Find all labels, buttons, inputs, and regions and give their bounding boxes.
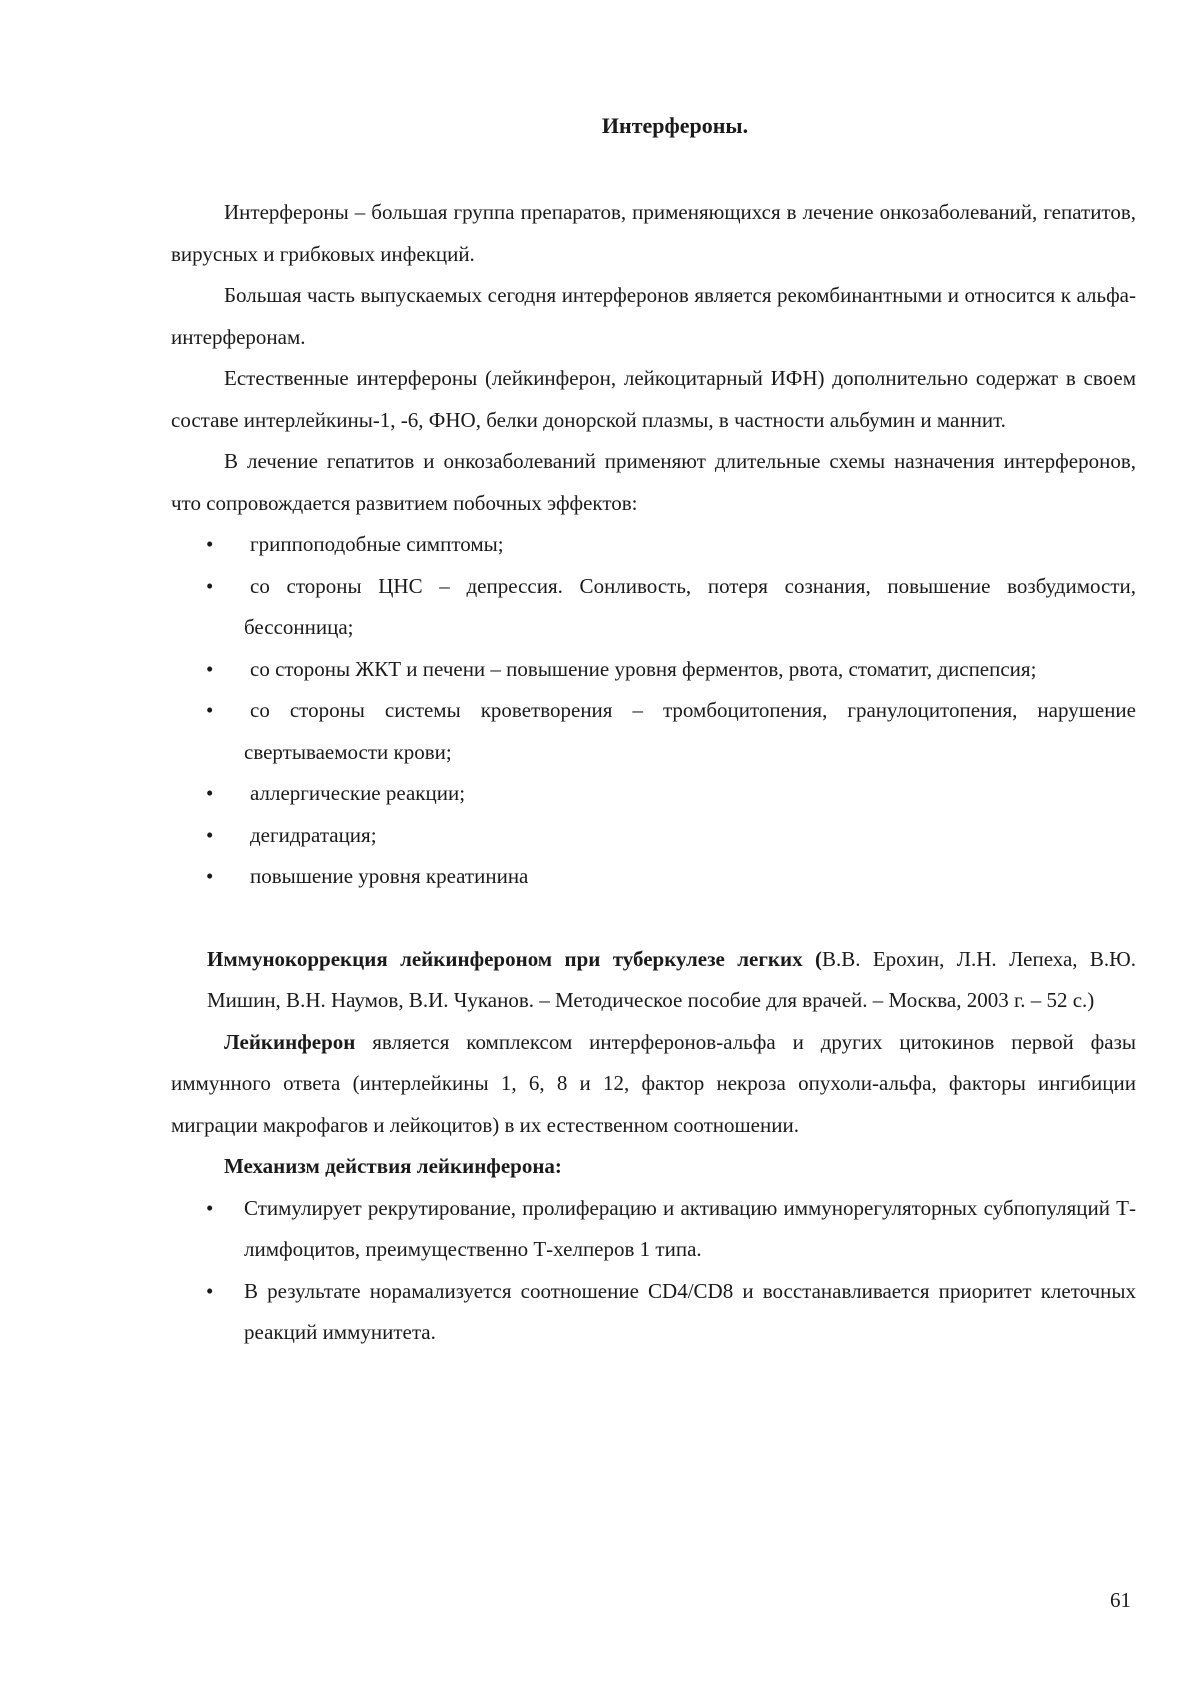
mechanism-heading: Механизм действия лейкинферона: — [224, 1154, 562, 1178]
page-title: Интерфероны. — [601, 113, 749, 138]
paragraph-intro: Интерфероны – большая группа препаратов, применяющихся в лечение онкозаболеваний, гепатитов, вирусных и грибковых инфекций. — [171, 200, 1136, 266]
bullet-icon: • — [206, 532, 214, 556]
reference-title: Иммунокоррекция лейкинфероном при туберкулезе легких ( — [207, 946, 822, 971]
mechanism-list — [171, 1188, 1136, 1354]
list-item: • повышение уровня креатинина — [171, 856, 1136, 898]
bullet-icon: • — [206, 1278, 214, 1303]
list-item: • со стороны системы кроветворения – тромбоцитопения, гранулоцитопения, нарушение свертываемости крови; — [171, 690, 1136, 773]
list-item: • Стимулирует рекрутирование, пролиферацию и активацию иммунорегуляторных субпопуляций Т-лимфоцитов, преимущественно Т-хелперов 1 типа. — [171, 1188, 1136, 1271]
document-body — [171, 192, 1136, 1354]
list-item: • со стороны ЖКТ и печени – повышение уровня ферментов, рвота, стоматит, диспепсия; — [171, 649, 1136, 691]
bullet-icon: • — [206, 573, 214, 598]
bullet-icon: • — [206, 864, 214, 888]
page-number: 61 — [1110, 1588, 1131, 1612]
bullet-icon: • — [206, 656, 214, 681]
bullet-icon: • — [206, 781, 214, 805]
reference-authors: В.В. Ерохин, Л.Н. Лепеха, В.Ю. Мишин, В.Н. Наумов, В.И. Чуканов. – Методическое пособие для врачей. – Москва, 2003 г. – 52 с.) — [207, 946, 1136, 1012]
bullet-icon: • — [206, 1195, 214, 1220]
paragraph-natural: Естественные интерфероны (лейкинферон, лейкоцитарный ИФН) дополнительно содержат в своем составе интерлейкины-1, -6, ФНО, белки донорской плазмы, в частности альбумин и маннит. — [171, 366, 1136, 432]
list-item: • со стороны ЦНС – депрессия. Сонливость, потеря сознания, повышение возбудимости, бессонница; — [171, 566, 1136, 649]
leukinferon-term: Лейкинферон — [224, 1029, 356, 1054]
side-effects-list — [171, 524, 1136, 898]
list-item: • гриппоподобные симптомы; — [171, 524, 1136, 566]
paragraph-recombinant: Большая часть выпускаемых сегодня интерферонов является рекомбинантными и относится к альфа-интерферонам. — [171, 283, 1136, 349]
bullet-icon: • — [206, 698, 214, 722]
bullet-icon: • — [206, 822, 214, 847]
paragraph-side-effects-intro: В лечение гепатитов и онкозаболеваний применяют длительные схемы назначения интерферонов, что сопровождается развитием побочных эффектов: — [171, 449, 1136, 515]
list-item: • дегидратация; — [171, 815, 1136, 857]
paragraph-leukinferon: Лейкинферон является комплексом интерферонов-альфа и других цитокинов первой фазы иммунного ответа (интерлейкины 1, 6, 8 и 12, фактор некроза опухоли-альфа, факторы ингибиции миграции макрофагов и лейкоцитов) в их естественном соотношении. — [171, 1029, 1136, 1137]
list-item: • В результате норамализуется соотношение CD4/CD8 и восстанавливается приоритет клеточных реакций иммунитета. — [171, 1271, 1136, 1354]
section-gap — [171, 898, 1136, 939]
list-item: • аллергические реакции; — [171, 773, 1136, 815]
reference-citation — [171, 939, 1136, 1022]
